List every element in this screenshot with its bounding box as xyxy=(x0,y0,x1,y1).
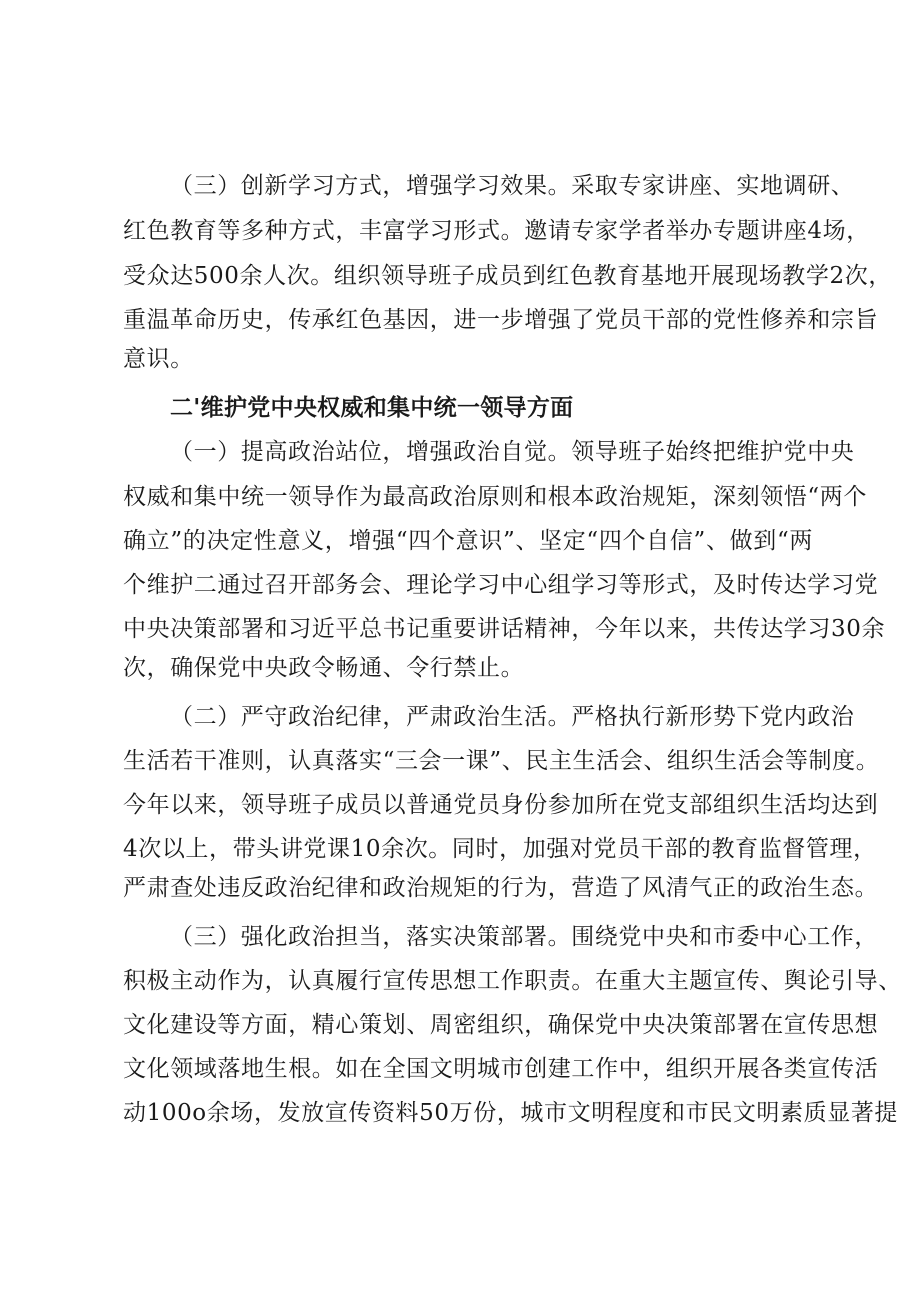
paragraph-line: 文化领域落地生根。如在全国文明城市创建工作中，组织开展各类宣传活 xyxy=(123,1056,879,1082)
paragraph-line: 今年以来，领导班子成员以普通党员身份参加所在党支部组织生活均达到 xyxy=(123,792,879,818)
paragraph-line: 权威和集中统一领导作为最高政治原则和根本政治规矩，深刻领悟“两个 xyxy=(123,484,867,510)
paragraph-line: 中央决策部署和习近平总书记重要讲话精神，今年以来，共传达学习30余 xyxy=(123,616,886,642)
paragraph-line: 意识。 xyxy=(123,346,194,372)
paragraph-line: 受众达500余人次。组织领导班子成员到红色教育基地开展现场教学2次， xyxy=(123,263,892,289)
paragraph-line: （二）严守政治纪律，严肃政治生活。严格执行新形势下党内政治 xyxy=(170,704,855,730)
section-heading: 二'维护党中央权威和集中统一领导方面 xyxy=(170,395,574,421)
paragraph-line: 积极主动作为，认真履行宣传思想工作职责。在重大主题宣传、舆论引导、 xyxy=(123,968,902,994)
paragraph-line: （三）强化政治担当，落实决策部署。围绕党中央和市委中心工作， xyxy=(170,924,878,950)
paragraph-line: （三）创新学习方式，增强学习效果。采取专家讲座、实地调研、 xyxy=(170,173,855,199)
paragraph-line: 重温革命历史，传承红色基因，进一步增强了党员干部的党性修养和宗旨 xyxy=(123,307,879,333)
paragraph-line: 动100o余场，发放宣传资料50万份，城市文明程度和市民文明素质显著提 xyxy=(123,1100,899,1126)
paragraph-line: 确立”的决定性意义，增强“四个意识”、坚定“四个自信”、做到“两 xyxy=(123,528,813,554)
paragraph-line: 严肃查处违反政治纪律和政治规矩的行为，营造了风清气正的政治生态。 xyxy=(123,875,879,901)
paragraph-line: 4次以上，带头讲党课10余次。同时，加强对党员干部的教育监督管理， xyxy=(123,836,877,862)
paragraph-line: 文化建设等方面，精心策划、周密组织，确保党中央决策部署在宣传思想 xyxy=(123,1012,879,1038)
paragraph-line: 次，确保党中央政令畅通、令行禁止。 xyxy=(123,655,525,681)
paragraph-line: （一）提高政治站位，增强政治自觉。领导班子始终把维护党中央 xyxy=(170,439,855,465)
paragraph-line: 红色教育等多种方式，丰富学习形式。邀请专家学者举办专题讲座4场， xyxy=(123,218,870,244)
paragraph-line: 生活若干准则，认真落实“三会一课”、民主生活会、组织生活会等制度。 xyxy=(123,748,880,774)
paragraph-line: 个维护二通过召开部务会、理论学习中心组学习等形式，及时传达学习党 xyxy=(123,572,879,598)
